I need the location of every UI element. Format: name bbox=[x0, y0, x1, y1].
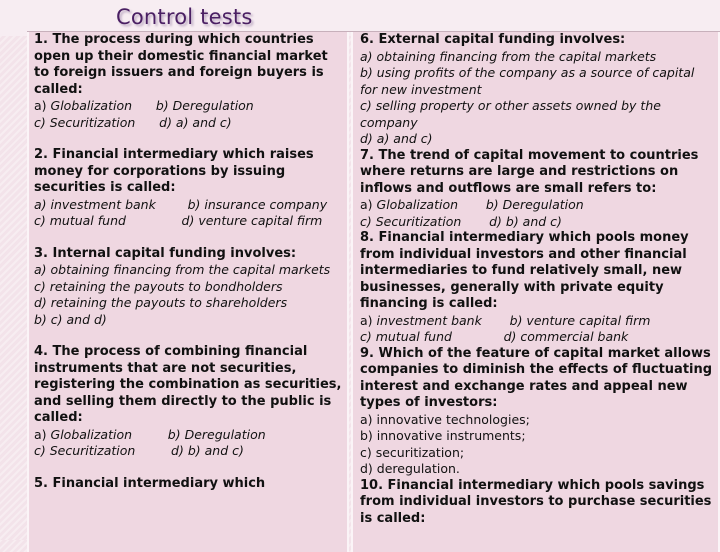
left-column bbox=[27, 32, 349, 552]
answer-option bbox=[360, 428, 715, 445]
question-text: 1. The process during which countries open up their domestic financial market to foreign issuers and foreign buyers is called: bbox=[34, 32, 328, 97]
questions-table bbox=[27, 31, 720, 552]
question-block bbox=[353, 32, 718, 148]
question-block bbox=[353, 148, 718, 231]
answer-option bbox=[34, 312, 344, 329]
option-text: c) selling property or other assets owned by the company bbox=[360, 98, 665, 130]
answer-option bbox=[360, 65, 715, 98]
answer-option bbox=[360, 49, 715, 66]
question-spacer bbox=[29, 328, 347, 344]
answer-option bbox=[34, 295, 344, 312]
question-text: 3. Internal capital funding involves: bbox=[34, 245, 297, 261]
question-block bbox=[353, 346, 718, 478]
option-text: c) Securitization d) b) and c) bbox=[360, 213, 562, 229]
question-spacer bbox=[29, 230, 347, 246]
option-text: a) innovative technologies; bbox=[360, 411, 530, 427]
option-text: d) a) and c) bbox=[360, 131, 433, 146]
question-text: 9. Which of the feature of capital market allows companies to diminish the effects of fluctuating interest and exchange rates and appeal new types of investors: bbox=[360, 345, 713, 410]
question-text: 10. Financial intermediary which pools savings from individual investors to purchase securities is called: bbox=[360, 477, 712, 526]
option-text: c) mutual fund d) venture capital firm bbox=[34, 213, 323, 228]
question-block bbox=[29, 476, 347, 493]
question-text: 8. Financial intermediary which pools money from individual investors and other financial intermediaries to fund relatively small, new businesses, generally with private equity financing is called: bbox=[360, 230, 689, 311]
option-text: a) investment bank b) insurance company bbox=[34, 196, 328, 212]
option-text: Globalization b) Deregulation bbox=[50, 426, 266, 442]
question-block bbox=[353, 478, 718, 528]
answer-option bbox=[360, 197, 715, 214]
option-text: d) retaining the payouts to shareholders bbox=[34, 295, 288, 310]
answer-option bbox=[360, 412, 715, 429]
option-text: b) c) and d) bbox=[34, 311, 107, 327]
answer-option bbox=[360, 313, 715, 330]
option-text: a) obtaining financing from the capital markets bbox=[360, 48, 657, 64]
option-text: c) retaining the payouts to bondholders bbox=[34, 278, 283, 294]
answer-option bbox=[360, 445, 715, 462]
answer-option bbox=[360, 214, 715, 231]
option-text: c) mutual fund d) commercial bank bbox=[360, 329, 629, 344]
option-text: investment bank b) venture capital firm bbox=[376, 312, 651, 328]
question-block bbox=[29, 32, 347, 131]
option-prefix: a) bbox=[360, 312, 377, 328]
question-block bbox=[29, 246, 347, 329]
answer-option bbox=[360, 98, 715, 131]
question-block bbox=[353, 230, 718, 346]
question-spacer bbox=[29, 460, 347, 476]
page-title: Control tests bbox=[116, 5, 253, 29]
question-text: 2. Financial intermediary which raises money for corporations by issuing securities is called: bbox=[34, 147, 314, 195]
option-text: b) using profits of the company as a source of capital for new investment bbox=[360, 65, 699, 97]
answer-option bbox=[34, 427, 344, 444]
option-text: Globalization b) Deregulation bbox=[376, 197, 584, 212]
option-text: d) deregulation. bbox=[360, 461, 460, 476]
option-prefix: a) bbox=[34, 98, 51, 113]
answer-option bbox=[360, 131, 715, 148]
answer-option bbox=[34, 213, 344, 230]
question-block bbox=[29, 147, 347, 230]
question-text: 7. The trend of capital movement to countries where returns are large and restrictions on inflows and outflows are small refers to: bbox=[360, 147, 699, 196]
question-text: 6. External capital funding involves: bbox=[360, 32, 626, 47]
option-text: b) innovative instruments; bbox=[360, 428, 526, 443]
option-text: Globalization b) Deregulation bbox=[50, 98, 254, 113]
option-prefix: a) bbox=[34, 426, 51, 442]
option-text: c) Securitization d) b) and c) bbox=[34, 443, 244, 458]
answer-option bbox=[34, 98, 344, 115]
option-prefix: a) bbox=[360, 197, 377, 212]
option-text: a) obtaining financing from the capital markets bbox=[34, 262, 331, 277]
question-text: 4. The process of combining financial instruments that are not securities, registering the combination as securities, and selling them directly to the public is called: bbox=[34, 344, 342, 425]
answer-option bbox=[34, 197, 344, 214]
right-column bbox=[351, 32, 720, 552]
question-text: 5. Financial intermediary which bbox=[34, 475, 266, 491]
answer-option bbox=[34, 262, 344, 279]
answer-option bbox=[360, 461, 715, 478]
answer-option bbox=[34, 443, 344, 460]
option-text: c) Securitization d) a) and c) bbox=[34, 114, 232, 130]
option-text: c) securitization; bbox=[360, 444, 465, 460]
question-block bbox=[29, 344, 347, 460]
answer-option bbox=[34, 115, 344, 132]
answer-option bbox=[34, 279, 344, 296]
answer-option bbox=[360, 329, 715, 346]
question-spacer bbox=[29, 131, 347, 147]
